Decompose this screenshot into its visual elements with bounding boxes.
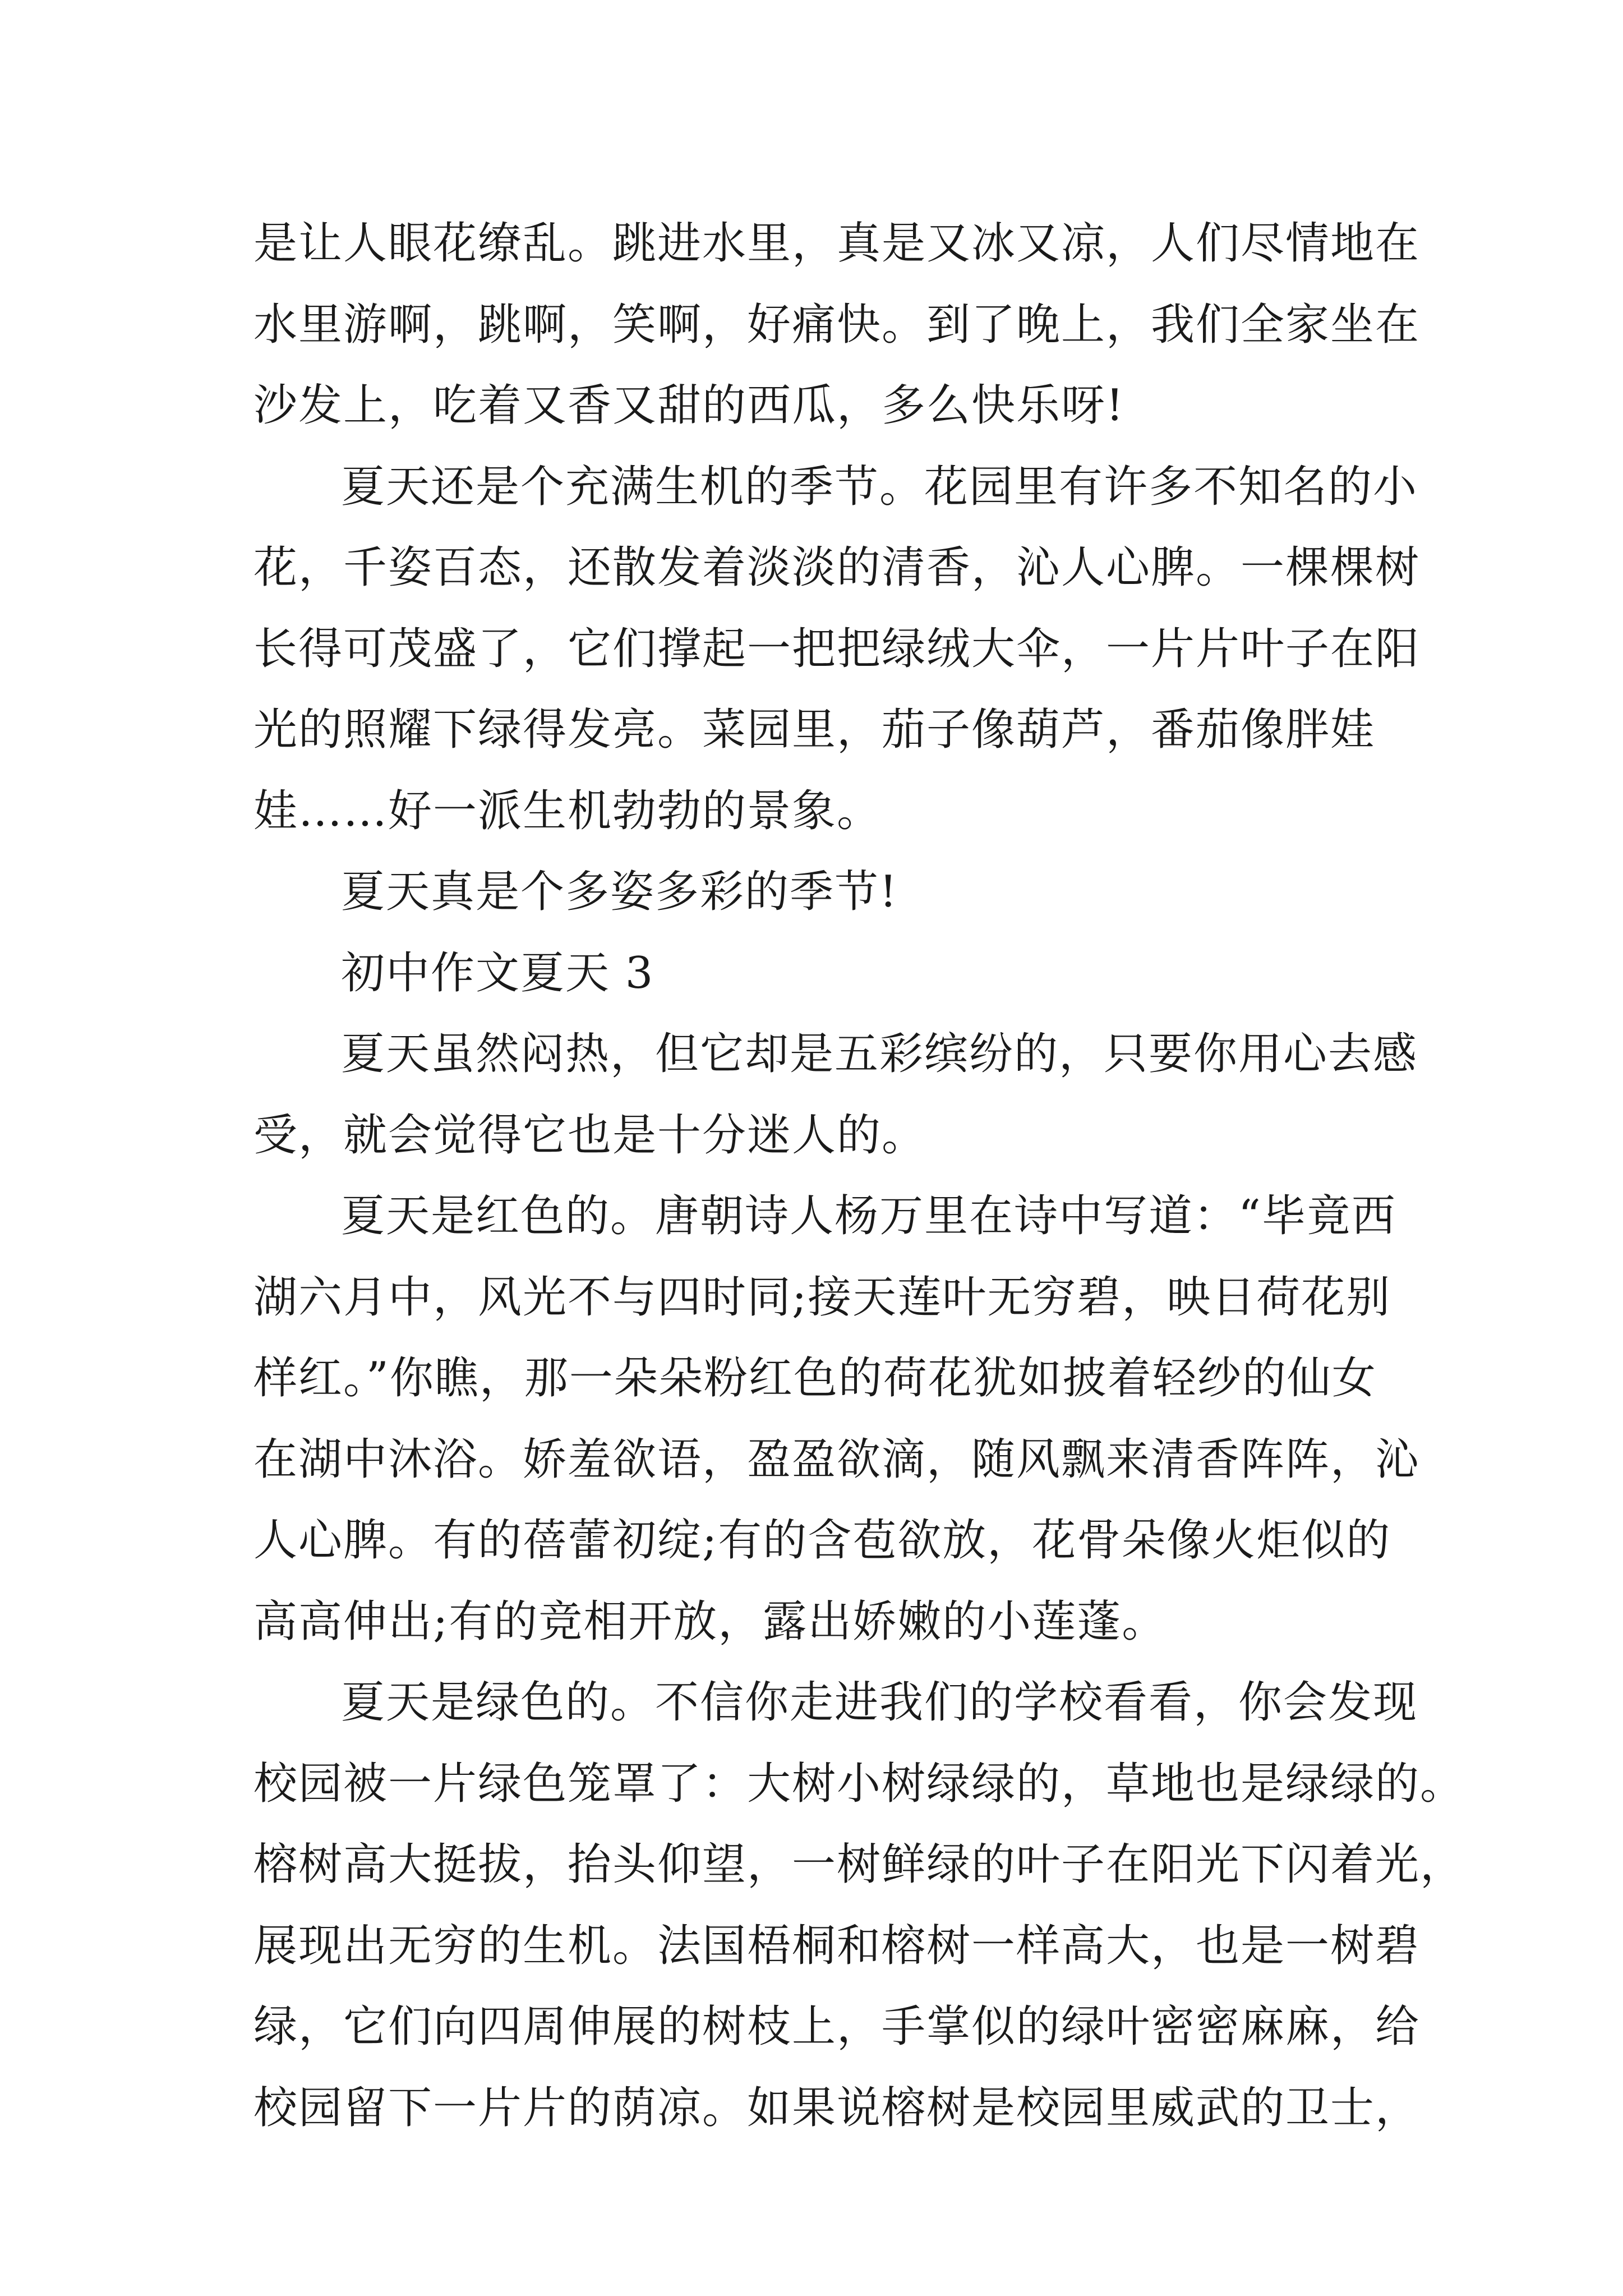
text-line: 长得可茂盛了，它们撑起一把把绿绒大伞，一片片叶子在阳 (253, 623, 1421, 674)
text-line: 校园被一片绿色笼罩了：大树小树绿绿的，草地也是绿绿的。 (253, 1758, 1465, 1809)
text-line: 水里游啊，跳啊，笑啊，好痛快。到了晚上，我们全家坐在 (253, 299, 1421, 350)
essay-text (253, 203, 1465, 2148)
text-line: 夏天虽然闷热，但它却是五彩缤纷的，只要你用心去感 (341, 1029, 1418, 1079)
text-line: 受，就会觉得它也是十分迷人的。 (253, 1110, 927, 1161)
text-line: 榕树高大挺拔，抬头仰望，一树鲜绿的叶子在阳光下闪着光， (253, 1839, 1465, 1890)
text-line: 光的照耀下绿得发亮。菜园里，茄子像葫芦，番茄像胖娃 (253, 705, 1376, 755)
text-line: 夏天是绿色的。不信你走进我们的学校看看，你会发现 (341, 1677, 1418, 1728)
text-line: 娃……好一派生机勃勃的景象。 (253, 785, 882, 836)
text-line: 校园留下一片片的荫凉。如果说榕树是校园里威武的卫士， (253, 2082, 1421, 2133)
text-line: 夏天还是个充满生机的季节。花园里有许多不知名的小 (341, 461, 1418, 512)
text-line: 沙发上，吃着又香又甜的西瓜，多么快乐呀! (253, 380, 1125, 431)
text-line: 绿，它们向四周伸展的树枝上，手掌似的绿叶密密麻麻，给 (253, 2001, 1421, 2052)
section-heading: 初中作文夏天 3 (341, 947, 654, 999)
text-line: 是让人眼花缭乱。跳进水里，真是又冰又凉，人们尽情地在 (253, 218, 1421, 269)
text-line: 湖六月中，风光不与四时同;接天莲叶无穷碧，映日荷花别 (253, 1272, 1391, 1323)
text-line: 夏天是红色的。唐朝诗人杨万里在诗中写道：“毕竟西 (341, 1191, 1396, 1241)
text-line: 花，千姿百态，还散发着淡淡的清香，沁人心脾。一棵棵树 (253, 542, 1421, 593)
text-line: 夏天真是个多姿多彩的季节! (341, 867, 898, 917)
text-line: 展现出无穷的生机。法国梧桐和榕树一样高大，也是一树碧 (253, 1920, 1421, 1971)
text-line: 高高伸出;有的竞相开放，露出娇嫩的小莲蓬。 (253, 1596, 1167, 1647)
text-line: 人心脾。有的蓓蕾初绽;有的含苞欲放，花骨朵像火炬似的 (253, 1515, 1391, 1566)
text-line: 样红。”你瞧，那一朵朵粉红色的荷花犹如披着轻纱的仙女 (253, 1353, 1377, 1404)
text-line: 在湖中沐浴。娇羞欲语，盈盈欲滴，随风飘来清香阵阵，沁 (253, 1434, 1421, 1485)
